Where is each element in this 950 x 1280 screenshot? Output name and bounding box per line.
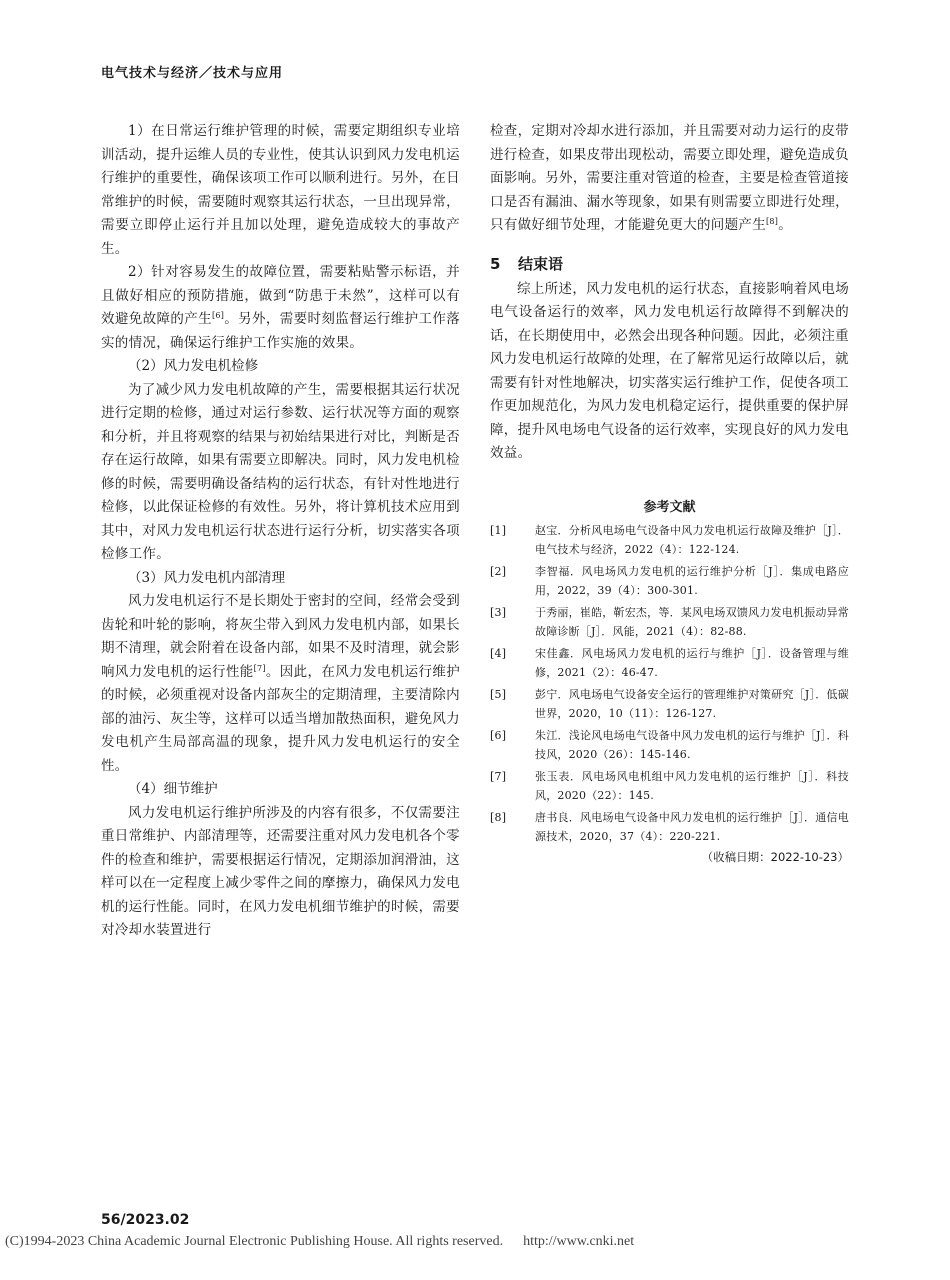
paragraph-text: 。另外，需要时刻监督运行维护工作落实的情况，确保运行维护工作实施的效果。 (101, 311, 460, 351)
paragraph-inspection: 为了减少风力发电机故障的产生，需要根据其运行状况进行定期的检修，通过对运行参数、运行状况等方面的观察和分析，并且将观察的结果与初始结果进行对比，判断是否存在运行故障，如果有需要立即解决。同时，风力发电机检修的时候，需要明确设备结构的运行状态，有针对性地进行检修，以此保证检修的有效性。另外，将计算机技术应用到其中，对风力发电机运行状态进行运行分析，切实落实各项检修工作。 (101, 381, 460, 562)
reference-number: [3] (490, 605, 507, 619)
paragraph-text: 风力发电机运行不是长期处于密封的空间，经常会受到齿轮和叶轮的影响，将灰尘带入到风力发电机内部，如果长期不清理，就会附着在设备内部，如果不及时清理，就会影响风力发电机的运行性能 (101, 593, 460, 680)
paragraph-conclusion: 综上所述，风力发电机的运行状态，直接影响着风电场电气设备运行的效率，风力发电机运行故障得不到解决的话，在长期使用中，必然会出现各种问题。因此，必须注重风力发电机运行故障的处理，在了解常见运行故障以后，就需要有针对性地解决，切实落实运行维护工作，促使各项工作更加规范化，为风力发电机稳定运行，提供重要的保护屏障，提升风电场电气设备的运行效率，实现良好的风力发电效益。 (490, 280, 849, 461)
reference-number: [4] (490, 646, 507, 660)
left-column (101, 120, 460, 943)
paragraph-training: 1）在日常运行维护管理的时候，需要定期组织专业培训活动，提升运维人员的专业性，使其认识到风力发电机运行维护的重要性，确保该项工作可以顺利进行。另外，在日常维护的时候，需要随时观察其运行状态，一旦出现异常，需要立即停止运行并且加以处理，避免造成较大的事故产生。 (101, 123, 460, 257)
paragraph-text: 2）针对容易发生的故障位置，需要粘贴警示标语，并且做好相应的预防措施，做到“防患于未然”，这样可以有效避免故障的产生 (101, 264, 460, 327)
subheading-inspection: （2）风力发电机检修 (128, 358, 259, 374)
reference-number: [8] (490, 810, 507, 824)
right-column (490, 120, 849, 865)
subheading-internal-cleaning: （3）风力发电机内部清理 (128, 569, 286, 586)
copyright-text: (C)1994-2023 China Academic Journal Electronic Publishing House. All rights reserved. (5, 1234, 504, 1249)
paragraph-text: 。 (778, 217, 793, 233)
section-heading-conclusion (490, 253, 849, 274)
reference-text: 赵宝．分析风电场电气设备中风力发电机运行故障及维护［J］．电气技术与经济，2022（4）：122-124. (535, 523, 849, 556)
citation-ref: [7] (253, 663, 266, 673)
subheading-detail-maintenance: （4）细节维护 (128, 781, 218, 797)
paragraph-warning-signs (101, 261, 460, 355)
paragraph-text: 。因此，在风力发电机运行维护的时候，必须重视对设备内部灰尘的定期清理，主要清除内部的油污、灰尘等，这样可以适当增加散热面积，避免风力发电机产生局部高温的现象，提升风力发电机运行的安全性。 (101, 663, 460, 774)
reference-text: 张玉表．风电场风电机组中风力发电机的运行维护［J］．科技风，2020（22）：145. (535, 769, 849, 802)
reference-number: [6] (490, 728, 507, 742)
reference-text: 唐书良．风电场电气设备中风力发电机的运行维护［J］．通信电源技术，2020，37（4）：220-221. (535, 810, 849, 843)
reference-item (490, 644, 849, 682)
references-heading: 参考文献 (643, 499, 696, 515)
copyright-line (5, 1234, 634, 1250)
citation-ref: [8] (766, 217, 779, 226)
reference-number: [5] (490, 687, 507, 701)
received-date: （收稿日期：2022-10-23） (701, 849, 849, 864)
paragraph-internal-cleaning (101, 590, 460, 778)
reference-text: 宋佳鑫．风电场风力发电机的运行与维护［J］．设备管理与维修，2021（2）：46-47. (535, 646, 849, 679)
reference-item (490, 521, 849, 559)
section-title: 结束语 (518, 254, 564, 273)
reference-number: [7] (490, 769, 507, 783)
reference-text: 朱江．浅论风电场电气设备中风力发电机的运行与维护［J］．科技风，2020（26）：145-146. (535, 728, 849, 761)
paragraph-continued (490, 120, 849, 238)
page-number: 56/2023.02 (101, 1212, 190, 1228)
references-list (490, 521, 849, 846)
citation-ref: [6] (211, 311, 225, 320)
paragraph-text: 检查，定期对冷却水进行添加，并且需要对动力运行的皮带进行检查，如果皮带出现松动，需要立即处理，避免造成负面影响。另外，需要注重对管道的检查，主要是检查管道接口是否有漏油、漏水等现象，如果有则需要立即进行处理，只有做好细节处理，才能避免更大的问题产生 (490, 123, 849, 233)
reference-item (490, 726, 849, 764)
reference-text: 于秀丽，崔皓，靳宏杰，等．某风电场双馈风力发电机振动异常故障诊断［J］．风能，2021（4）：82-88. (535, 605, 849, 638)
reference-item (490, 685, 849, 723)
reference-item (490, 808, 849, 846)
reference-text: 彭宁．风电场电气设备安全运行的管理维护对策研究［J］．低碳世界，2020，10（11）：126-127. (535, 687, 849, 720)
paragraph-detail-maintenance: 风力发电机运行维护所涉及的内容有很多，不仅需要注重日常维护、内部清理等，还需要注重对风力发电机各个零件的检查和维护，需要根据运行情况，定期添加润滑油，这样可以在一定程度上减少零件之间的摩擦力，确保风力发电机的运行性能。同时，在风力发电机细节维护的时候，需要对冷却水装置进行 (101, 804, 460, 938)
reference-item (490, 562, 849, 600)
section-number: 5 (490, 254, 501, 273)
reference-item (490, 603, 849, 641)
reference-number: [1] (490, 523, 507, 537)
reference-text: 李智福．风电场风力发电机的运行维护分析［J］．集成电路应用，2022，39（4）：300-301. (535, 564, 849, 597)
reference-item (490, 767, 849, 805)
journal-header: 电气技术与经济／技术与应用 (101, 66, 284, 81)
cnki-link[interactable]: http://www.cnki.net (523, 1234, 635, 1249)
reference-number: [2] (490, 564, 507, 578)
